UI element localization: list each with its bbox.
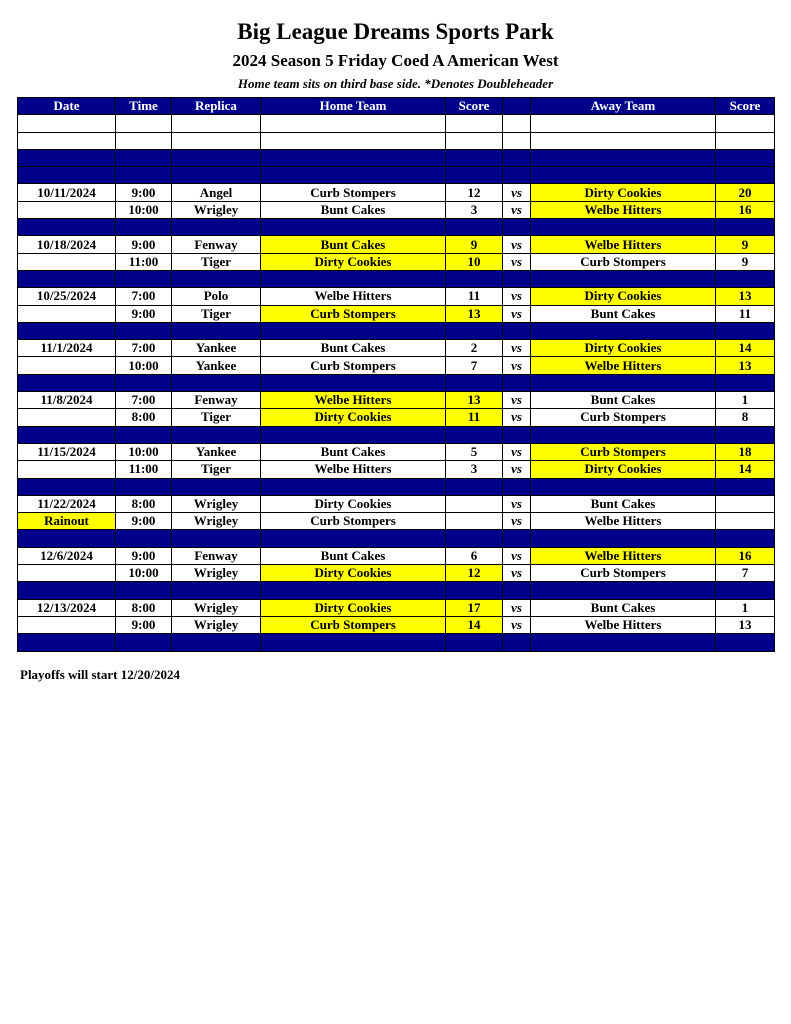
vs-cell: vs [503,547,531,564]
replica-cell: Polo [172,288,261,305]
home-team-cell [261,219,446,236]
column-header-home-score: Score [446,98,503,115]
vs-cell: vs [503,253,531,270]
away-score-cell [716,115,775,132]
away-team-cell: Welbe Hitters [531,236,716,253]
date-cell [18,634,116,651]
date-cell [18,201,116,218]
time-cell [116,270,172,287]
away-team-cell [531,149,716,166]
game-row [18,236,775,253]
home-team-cell [261,167,446,184]
replica-cell: Fenway [172,547,261,564]
away-score-cell [716,530,775,547]
game-row [18,357,775,374]
home-score-cell [446,270,503,287]
home-team-cell [261,270,446,287]
date-cell: 10/18/2024 [18,236,116,253]
footer-note: Playoffs will start 12/20/2024 [20,667,180,682]
time-cell: 8:00 [116,495,172,512]
home-team-cell: Dirty Cookies [261,253,446,270]
vs-cell [503,530,531,547]
vs-cell: vs [503,461,531,478]
schedule-table [17,97,775,652]
page-title: Big League Dreams Sports Park [237,19,554,44]
away-score-cell: 16 [716,201,775,218]
vs-cell [503,478,531,495]
date-cell [18,132,116,149]
date-cell [18,565,116,582]
replica-cell [172,634,261,651]
replica-cell: Fenway [172,236,261,253]
game-row [18,201,775,218]
away-score-cell [716,167,775,184]
away-team-cell: Dirty Cookies [531,288,716,305]
away-score-cell: 13 [716,288,775,305]
separator-row [18,149,775,166]
home-score-cell: 11 [446,288,503,305]
away-score-cell [716,495,775,512]
away-score-cell: 16 [716,547,775,564]
blank-row [18,132,775,149]
replica-cell: Wrigley [172,201,261,218]
game-row [18,565,775,582]
away-team-cell: Bunt Cakes [531,495,716,512]
blank-row [18,115,775,132]
date-cell [18,582,116,599]
separator-row [18,167,775,184]
home-score-cell [446,530,503,547]
home-team-cell: Bunt Cakes [261,201,446,218]
away-score-cell: 9 [716,253,775,270]
replica-cell [172,582,261,599]
home-score-cell: 11 [446,409,503,426]
home-score-cell [446,115,503,132]
time-cell [116,530,172,547]
replica-cell: Yankee [172,443,261,460]
time-cell: 10:00 [116,443,172,460]
replica-cell: Wrigley [172,513,261,530]
time-cell: 9:00 [116,547,172,564]
home-team-cell [261,634,446,651]
away-score-cell [716,478,775,495]
time-cell: 7:00 [116,340,172,357]
replica-cell [172,530,261,547]
vs-cell [503,149,531,166]
game-row [18,340,775,357]
separator-row [18,374,775,391]
home-score-cell: 3 [446,461,503,478]
game-row [18,392,775,409]
away-team-cell [531,426,716,443]
game-row [18,288,775,305]
home-team-cell: Curb Stompers [261,616,446,633]
date-cell [18,426,116,443]
replica-cell: Fenway [172,392,261,409]
away-score-cell [716,322,775,339]
home-score-cell: 5 [446,443,503,460]
separator-row [18,478,775,495]
away-score-cell: 1 [716,599,775,616]
away-team-cell: Welbe Hitters [531,513,716,530]
away-team-cell: Dirty Cookies [531,184,716,201]
away-score-cell [716,374,775,391]
date-cell [18,270,116,287]
time-cell: 9:00 [116,513,172,530]
game-row [18,409,775,426]
home-score-cell [446,219,503,236]
replica-cell [172,478,261,495]
home-team-cell [261,478,446,495]
date-cell [18,167,116,184]
date-cell: 12/13/2024 [18,599,116,616]
away-team-cell [531,322,716,339]
away-team-cell [531,634,716,651]
home-team-cell: Welbe Hitters [261,461,446,478]
game-row [18,513,775,530]
column-header-home-team: Home Team [261,98,446,115]
away-team-cell: Curb Stompers [531,253,716,270]
date-cell: Rainout [18,513,116,530]
home-score-cell: 6 [446,547,503,564]
column-header-replica: Replica [172,98,261,115]
vs-cell [503,219,531,236]
date-cell [18,374,116,391]
home-team-cell: Curb Stompers [261,357,446,374]
away-team-cell [531,167,716,184]
vs-cell [503,132,531,149]
away-team-cell: Dirty Cookies [531,340,716,357]
replica-cell [172,115,261,132]
time-cell [116,132,172,149]
vs-cell [503,322,531,339]
game-row [18,184,775,201]
away-score-cell: 13 [716,616,775,633]
game-row [18,461,775,478]
date-cell: 11/22/2024 [18,495,116,512]
away-score-cell [716,219,775,236]
time-cell [116,478,172,495]
away-score-cell: 8 [716,409,775,426]
replica-cell [172,149,261,166]
time-cell: 11:00 [116,253,172,270]
game-row [18,253,775,270]
date-cell [18,322,116,339]
vs-cell: vs [503,565,531,582]
vs-cell: vs [503,409,531,426]
home-team-cell: Bunt Cakes [261,547,446,564]
away-score-cell [716,582,775,599]
home-score-cell [446,495,503,512]
away-team-cell: Bunt Cakes [531,599,716,616]
date-cell: 10/25/2024 [18,288,116,305]
replica-cell [172,374,261,391]
away-team-cell [531,530,716,547]
away-team-cell: Welbe Hitters [531,547,716,564]
home-score-cell [446,582,503,599]
replica-cell: Tiger [172,461,261,478]
vs-cell [503,115,531,132]
game-row [18,547,775,564]
game-row [18,443,775,460]
game-row [18,305,775,322]
date-cell: 11/8/2024 [18,392,116,409]
time-cell: 7:00 [116,392,172,409]
column-header-vs [503,98,531,115]
column-header-time: Time [116,98,172,115]
home-team-cell: Dirty Cookies [261,599,446,616]
replica-cell: Wrigley [172,495,261,512]
away-team-cell [531,115,716,132]
date-cell: 11/1/2024 [18,340,116,357]
time-cell: 11:00 [116,461,172,478]
replica-cell: Angel [172,184,261,201]
time-cell [116,167,172,184]
away-team-cell: Curb Stompers [531,409,716,426]
home-score-cell [446,374,503,391]
home-team-cell: Welbe Hitters [261,392,446,409]
home-team-cell [261,115,446,132]
away-team-cell [531,582,716,599]
home-team-cell [261,132,446,149]
page-subtitle: 2024 Season 5 Friday Coed A American West [232,51,559,70]
separator-row [18,322,775,339]
away-team-cell [531,132,716,149]
separator-row [18,582,775,599]
vs-cell: vs [503,184,531,201]
vs-cell: vs [503,599,531,616]
away-team-cell: Bunt Cakes [531,305,716,322]
home-score-cell [446,634,503,651]
replica-cell [172,132,261,149]
time-cell [116,322,172,339]
time-cell: 10:00 [116,565,172,582]
home-score-cell: 9 [446,236,503,253]
date-cell [18,253,116,270]
replica-cell: Yankee [172,340,261,357]
away-score-cell [716,149,775,166]
time-cell [116,426,172,443]
replica-cell: Wrigley [172,599,261,616]
home-team-cell [261,582,446,599]
away-score-cell [716,426,775,443]
vs-cell: vs [503,392,531,409]
column-header-date: Date [18,98,116,115]
date-cell [18,616,116,633]
header-row [18,98,775,115]
away-score-cell: 14 [716,461,775,478]
home-score-cell: 2 [446,340,503,357]
separator-row [18,530,775,547]
home-team-cell: Dirty Cookies [261,495,446,512]
date-cell [18,115,116,132]
page-note: Home team sits on third base side. *Denotes Doubleheader [237,76,554,91]
vs-cell: vs [503,201,531,218]
away-team-cell [531,478,716,495]
away-score-cell [716,513,775,530]
vs-cell: vs [503,616,531,633]
replica-cell: Wrigley [172,616,261,633]
time-cell [116,115,172,132]
home-team-cell: Curb Stompers [261,184,446,201]
column-header-away-score: Score [716,98,775,115]
home-score-cell: 3 [446,201,503,218]
replica-cell: Yankee [172,357,261,374]
time-cell [116,374,172,391]
away-score-cell [716,634,775,651]
time-cell: 9:00 [116,236,172,253]
home-score-cell: 7 [446,357,503,374]
separator-row [18,426,775,443]
replica-cell: Tiger [172,409,261,426]
home-score-cell [446,513,503,530]
date-cell [18,149,116,166]
vs-cell [503,167,531,184]
date-cell [18,530,116,547]
home-score-cell [446,167,503,184]
game-row [18,599,775,616]
away-team-cell [531,374,716,391]
replica-cell [172,322,261,339]
away-team-cell: Welbe Hitters [531,616,716,633]
away-score-cell: 7 [716,565,775,582]
date-cell: 12/6/2024 [18,547,116,564]
home-team-cell [261,322,446,339]
date-cell: 10/11/2024 [18,184,116,201]
time-cell: 10:00 [116,201,172,218]
home-score-cell [446,478,503,495]
replica-cell [172,270,261,287]
away-score-cell: 20 [716,184,775,201]
away-score-cell [716,132,775,149]
time-cell [116,149,172,166]
away-team-cell: Curb Stompers [531,565,716,582]
home-score-cell: 13 [446,305,503,322]
away-team-cell: Welbe Hitters [531,201,716,218]
home-team-cell: Curb Stompers [261,305,446,322]
separator-row [18,219,775,236]
home-team-cell [261,530,446,547]
home-score-cell: 10 [446,253,503,270]
vs-cell [503,582,531,599]
date-cell [18,461,116,478]
date-cell [18,478,116,495]
home-team-cell: Bunt Cakes [261,340,446,357]
replica-cell [172,426,261,443]
game-row [18,495,775,512]
away-team-cell [531,270,716,287]
away-score-cell: 18 [716,443,775,460]
vs-cell [503,374,531,391]
home-team-cell: Curb Stompers [261,513,446,530]
away-score-cell: 11 [716,305,775,322]
replica-cell: Wrigley [172,565,261,582]
replica-cell: Tiger [172,253,261,270]
away-team-cell: Curb Stompers [531,443,716,460]
home-team-cell: Bunt Cakes [261,236,446,253]
time-cell: 9:00 [116,616,172,633]
home-score-cell: 13 [446,392,503,409]
vs-cell: vs [503,288,531,305]
away-score-cell [716,270,775,287]
home-score-cell [446,149,503,166]
away-team-cell: Welbe Hitters [531,357,716,374]
home-team-cell [261,426,446,443]
date-cell: 11/15/2024 [18,443,116,460]
away-team-cell: Bunt Cakes [531,392,716,409]
time-cell: 9:00 [116,184,172,201]
vs-cell: vs [503,236,531,253]
vs-cell [503,426,531,443]
time-cell [116,634,172,651]
vs-cell: vs [503,513,531,530]
time-cell: 9:00 [116,305,172,322]
date-cell [18,357,116,374]
vs-cell: vs [503,305,531,322]
home-team-cell: Bunt Cakes [261,443,446,460]
game-row [18,616,775,633]
time-cell [116,582,172,599]
time-cell: 8:00 [116,409,172,426]
vs-cell [503,270,531,287]
date-cell [18,219,116,236]
home-score-cell [446,132,503,149]
home-team-cell: Dirty Cookies [261,565,446,582]
away-score-cell: 13 [716,357,775,374]
away-team-cell [531,219,716,236]
vs-cell: vs [503,357,531,374]
column-header-away-team: Away Team [531,98,716,115]
away-score-cell: 9 [716,236,775,253]
separator-row [18,634,775,651]
away-score-cell: 14 [716,340,775,357]
home-score-cell [446,322,503,339]
separator-row [18,270,775,287]
date-cell [18,305,116,322]
replica-cell: Tiger [172,305,261,322]
away-score-cell: 1 [716,392,775,409]
date-cell [18,409,116,426]
time-cell: 7:00 [116,288,172,305]
time-cell [116,219,172,236]
replica-cell [172,219,261,236]
vs-cell: vs [503,340,531,357]
vs-cell: vs [503,443,531,460]
replica-cell [172,167,261,184]
time-cell: 10:00 [116,357,172,374]
home-score-cell: 14 [446,616,503,633]
home-score-cell [446,426,503,443]
home-team-cell [261,374,446,391]
vs-cell: vs [503,495,531,512]
home-score-cell: 12 [446,184,503,201]
home-score-cell: 12 [446,565,503,582]
vs-cell [503,634,531,651]
time-cell: 8:00 [116,599,172,616]
home-team-cell [261,149,446,166]
home-score-cell: 17 [446,599,503,616]
away-team-cell: Dirty Cookies [531,461,716,478]
home-team-cell: Welbe Hitters [261,288,446,305]
home-team-cell: Dirty Cookies [261,409,446,426]
